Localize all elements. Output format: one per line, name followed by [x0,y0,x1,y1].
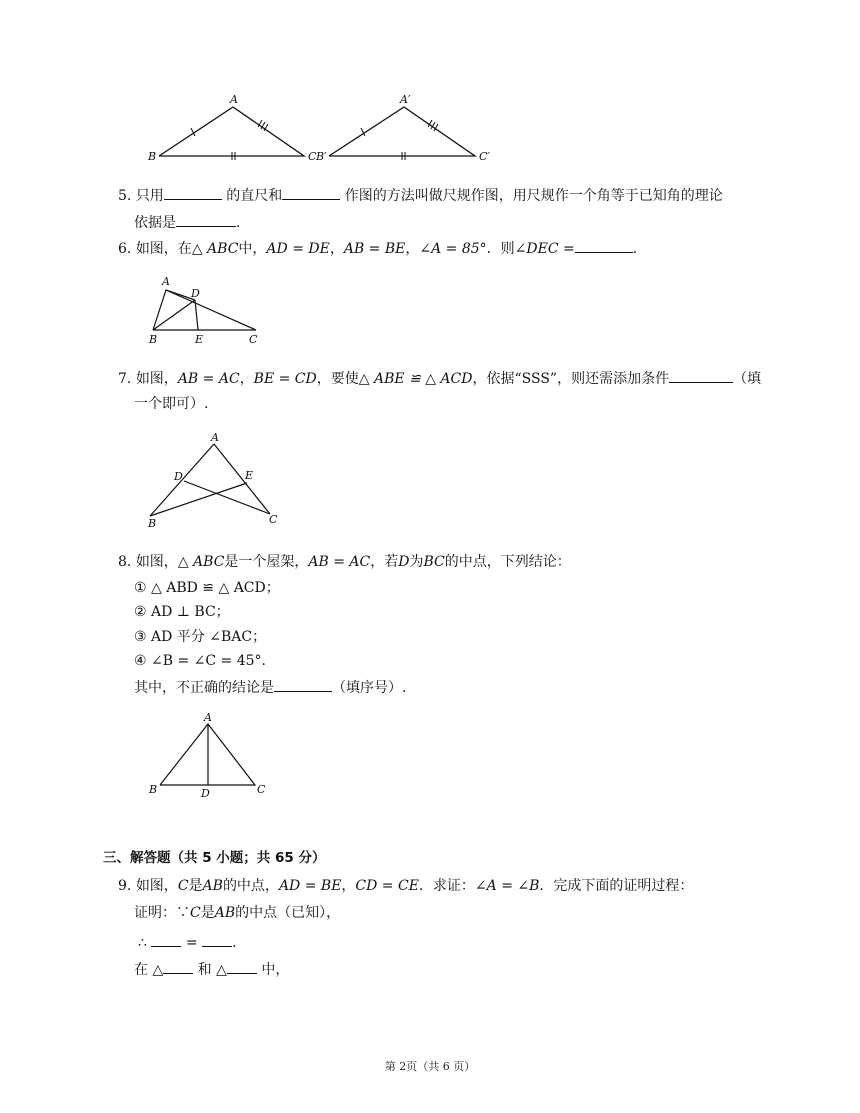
text-q9-p1e: 的中点（已知）， [235,905,341,921]
q9-proof-line-3 [134,959,289,980]
text-q7-cong: △ ABE ≌ △ ACD [358,371,473,387]
q9-proof-line-1 [134,903,340,923]
text-q8-tri: △ ABC [177,554,225,570]
text-q8-t7: （填序号）. [332,680,407,696]
text-fig7-C: C [269,513,278,526]
text-q9-eq3: ∠A = ∠B [474,878,540,894]
text-q9-p2b: = [185,935,198,951]
text-q8-bc: BC [423,554,445,570]
q8-item-4: ④ ∠B = ∠C = 45°. [134,653,266,669]
q8-item-3: ③ AD 平分 ∠BAC； [134,629,267,645]
text-q9-t2: 是 [188,878,203,894]
label-a-prime: A′ [400,93,411,106]
text-q9-t6: ．完成下面的证明过程： [539,878,694,894]
section-3-heading: 三、解答题（共 5 小题；共 65 分） [103,850,326,866]
text-q6-t1: 如图，在 [135,241,192,257]
answer-blank [202,932,232,947]
text-fig8-D: D [201,787,210,800]
text-q8-d: D [398,554,410,570]
text-q9-t5: ．求证： [418,878,475,894]
text-q9-c: C [177,878,189,894]
text-q9-p2a: ∴ [138,935,147,951]
text-q5-t4: 依据是 [134,215,176,231]
text-q6-num: 6. [118,241,132,257]
text-q7-num: 7. [118,371,132,387]
text-q7-t1: 如图， [135,371,178,387]
text-q8-t5: 的中点，下列结论： [444,554,571,570]
text-fig7-D: D [174,470,183,483]
text-q9-p3c: 中， [261,962,290,978]
text-q8-t6: 其中，不正确的结论是 [134,680,274,696]
text-q6-t3: ， [329,241,344,257]
text-q9-p1a: 证明：∵ [134,905,190,921]
text-q9-p3b: 和 △ [197,962,227,978]
text-fig8-A: A [204,711,212,724]
text-fig6-C: C [249,333,258,346]
text-q8-eq1: AB = AC [308,554,371,570]
label-c: C [308,150,317,163]
text-q7-t5: （填 [733,371,762,387]
text-q6-t2: 中， [238,241,267,257]
text-q9-t3: 的中点， [222,878,279,894]
text-q5-t1: 只用 [135,188,164,204]
text-q9-p2c: . [232,935,237,951]
text-q6-t4: ， [405,241,420,257]
q5-number: 5. [118,188,132,204]
text-fig6-E: E [195,333,204,346]
text-q9-p1b: C [190,905,201,921]
text-q6-eq2: AB = BE [343,241,406,257]
text-q7-eq1: AB = AC [177,371,240,387]
text-q7-t3: ，要使 [316,371,359,387]
text-q5-t3: 作图的方法叫做尺规作图，用尺规作一个角等于已知角的理论 [344,188,723,204]
answer-blank [163,959,193,974]
text-fig7-A: A [211,431,219,444]
text-q9-p1d: AB [214,905,236,921]
text-q6-t5: ．则 [486,241,515,257]
text-q9-t1: 如图， [135,878,178,894]
text-q7-t4: ，依据“SSS”，则还需添加条件 [472,371,670,387]
text-q7-t2: ， [239,371,254,387]
text-fig6-B: B [149,333,158,346]
text-q6-eq4: ∠DEC = [514,241,575,257]
text-q9-num: 9. [118,878,132,894]
label-c-prime: C′ [479,150,490,163]
text-q6-tri: △ ABC [191,241,239,257]
label-b-prime: B′ [316,150,327,163]
text-q5-t5: . [236,215,241,231]
text-fig7-B: B [148,517,157,530]
text-q7-eq2: BE = CD [253,371,317,387]
page-footer: 第 2页（共 6 页） [384,1060,476,1073]
question-9 [118,876,693,896]
text-q9-ab: AB [202,878,223,894]
text-fig6-A: A [162,275,170,288]
text-q7-t6: 一个即可）. [134,396,209,412]
text-q8-t3: ，若 [370,554,399,570]
label-a: A [230,93,238,106]
text-q9-eq2: CD = CE [355,878,419,894]
text-fig7-E: E [245,469,254,482]
text-fig6-D: D [191,287,200,300]
text-q9-eq1: AD = BE [278,878,342,894]
text-q6-eq1: AD = DE [266,241,330,257]
text-q9-p3a: 在 △ [134,962,164,978]
text-q6-eq3: ∠A = 85° [419,241,487,257]
text-q9-p1c: 是 [200,905,215,921]
text-fig8-B: B [149,783,158,796]
text-q9-t4: ， [341,878,356,894]
answer-blank [151,932,181,947]
q8-item-2: ② AD ⊥ BC； [134,604,230,620]
text-q8-t1: 如图， [135,554,178,570]
q8-item-1: ① △ ABD ≌ △ ACD； [134,580,280,596]
answer-blank [227,959,257,974]
text-q8-t4: 为 [409,554,424,570]
text-q8-num: 8. [118,554,132,570]
text-fig8-C: C [257,783,266,796]
text-q6-t6: . [632,241,638,257]
text-q8-t2: 是一个屋架， [224,554,309,570]
text-q5-t2: 的直尺和 [226,188,283,204]
label-b: B [148,150,157,163]
q9-proof-line-2 [138,932,236,953]
